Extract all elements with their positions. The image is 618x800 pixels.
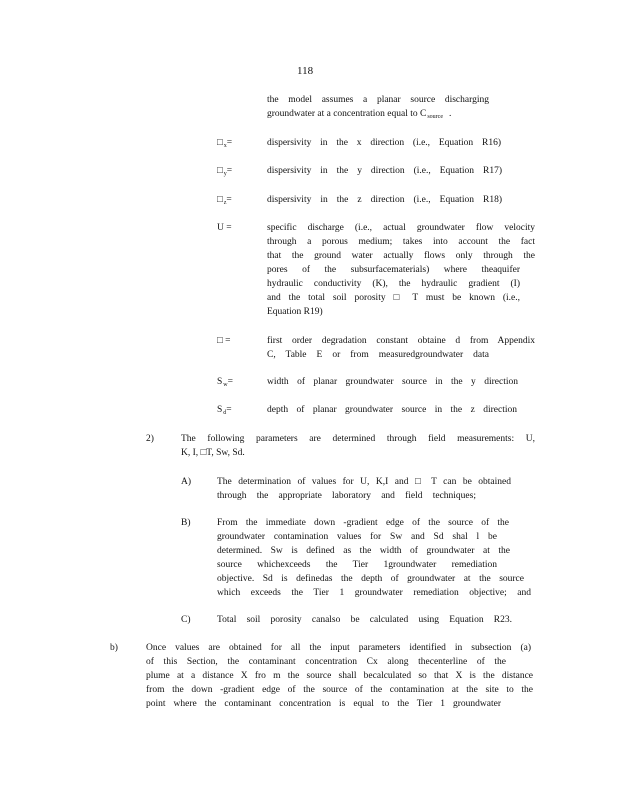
subitem-b-line-5: objective. Sd is definedas the depth of groundwater at the source [217,574,524,584]
definition-symbol-ax: $□_x=$ [217,138,233,149]
definition-text-az: dispersivity in the z direction (i.e., Equation R18) [267,195,502,205]
subitem-b-label: B) [181,518,191,528]
definition-text-u-1: specific discharge (i.e., actual groundwater flow velocity [267,223,535,233]
subitem-b-line-4: source whichexceeds the Tier 1groundwater remediation [217,560,497,570]
subitem-b-line-2: groundwater contamination values for Sw and Sd shal l be [217,532,497,542]
item-b-line-2: of this Section, the contaminant concentration Cx along thecenterline of the [146,657,506,667]
definition-symbol-sd: $S_d=$ [217,405,232,416]
definition-text-u-4: pores of the subsurfacematerials) where theaquifer [267,265,520,275]
subitem-b-line-6: which exceeds the Tier 1 groundwater remediation objective; and [217,588,531,598]
definition-symbol-ay: $□_y=$ [217,166,233,177]
subitem-c-line-1: Total soil porosity canalso be calculated using Equation R23. [217,615,512,625]
item-2-line-1: The following parameters are determined through field measurements: U, [181,434,535,444]
intro-end: . [449,109,452,119]
subitem-a-label: A) [181,477,192,487]
intro-text-2: groundwater at a concentration equal to C [267,109,427,119]
definition-text-u-7: Equation R19) [267,307,323,317]
intro-text-1: the model assumes a planar source discharging [267,95,489,105]
definition-text-ax: dispersivity in the x direction (i.e., Equation R16) [267,138,501,148]
item-b-line-5: point where the contaminant concentration is equal to the Tier 1 groundwater [146,699,501,709]
item-b-label: b) [110,643,118,653]
definition-text-lambda-1: first order degradation constant obtaine d from Appendix [267,336,535,346]
page-number: 118 [297,65,314,77]
definition-text-lambda-2: C, Table E or from measuredgroundwater data [267,350,489,360]
definition-symbol-sw: $S_w=$ [217,377,233,388]
intro-subscript: source [427,114,444,120]
item-b-line-4: from the down -gradient edge of the source of the contamination at the site to the [146,685,533,695]
item-2-label: 2) [146,434,154,444]
subitem-c-label: C) [181,615,191,625]
definition-text-u-2: through a porous medium; takes into account the fact [267,237,535,247]
definition-symbol-u: U = [217,223,232,233]
subitem-a-line-1: The determination of values for U, K,I and □ T can be obtained [217,477,511,487]
definition-text-u-3: that the ground water actually flows only through the [267,251,535,261]
subitem-b-line-3: determined. Sw is defined as the width of groundwater at the [217,546,510,556]
intro-line-2 [267,110,451,120]
definition-symbol-lambda: □ = [217,336,231,346]
definition-text-sw: width of planar groundwater source in the y direction [267,377,518,387]
definition-text-sd: depth of planar groundwater source in the z direction [267,405,517,415]
intro-line-1 [267,96,489,106]
subitem-b-line-1: From the immediate down -gradient edge of the source of the [217,518,509,528]
item-2-line-2: K, I, □T, Sw, Sd. [181,448,245,458]
definition-text-u-6: and the total soil porosity □ T must be known (i.e., [267,293,520,303]
definition-symbol-az: $□_z=$ [217,195,232,206]
definition-text-u-5: hydraulic conductivity (K), the hydraulic gradient (I) [267,279,520,289]
item-b-line-1: Once values are obtained for all the input parameters identified in subsection (a) [146,643,531,653]
subitem-a-line-2: through the appropriate laboratory and field techniques; [217,491,476,501]
definition-text-ay: dispersivity in the y direction (i.e., Equation R17) [267,166,502,176]
item-b-line-3: plume at a distance X fro m the source shall becalculated so that X is the distance [146,671,533,681]
